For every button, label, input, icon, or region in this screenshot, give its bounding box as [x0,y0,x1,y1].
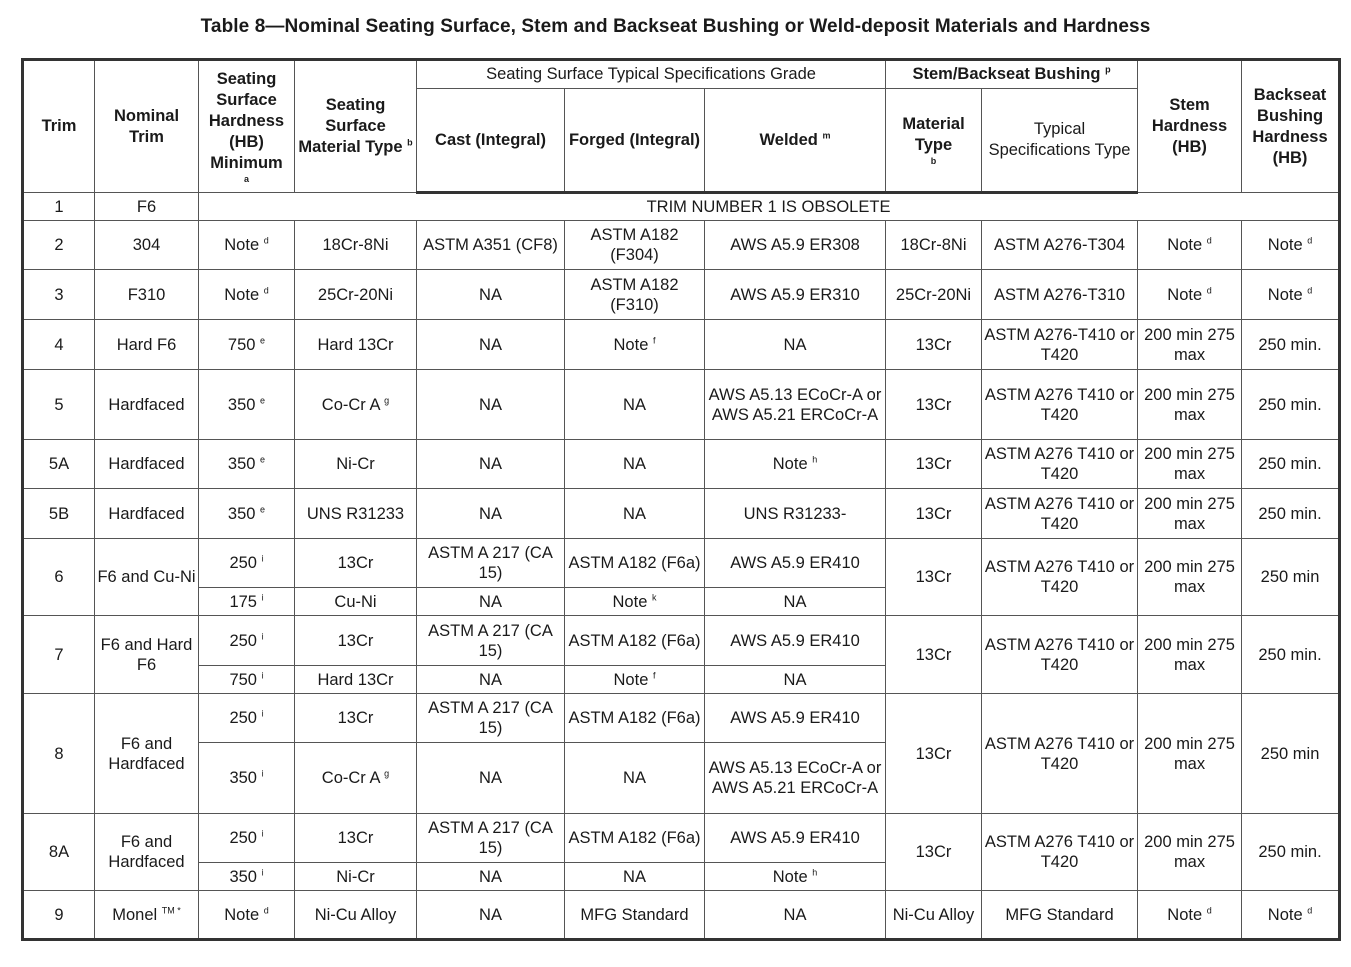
header-row-1 [23,60,1340,89]
nominal-trim-cell: F6 and Hardfaced [95,814,199,891]
stem-spec-cell: ASTM A276 T410 or T420 [982,814,1138,891]
seat-hardness-cell: 350 $^e$ [199,489,295,539]
trim-cell: 5B [23,489,95,539]
stem-material-cell: 13Cr [886,814,982,891]
seat-hardness-cell: 250 $^i$ [199,539,295,588]
table-row [23,694,1340,743]
cast-cell: NA [417,666,565,694]
stem-spec-cell: ASTM A276 T410 or T420 [982,440,1138,489]
trim-cell: 9 [23,891,95,940]
stem-spec-cell: ASTM A276-T304 [982,221,1138,270]
seat-material-cell: 13Cr [295,694,417,743]
header-material-type: Material Type b [886,89,982,193]
trim-cell: 4 [23,320,95,370]
stem-material-cell: 13Cr [886,440,982,489]
nominal-trim-cell: F6 and Hard F6 [95,616,199,694]
stem-spec-cell: ASTM A276 T410 or T420 [982,694,1138,814]
nominal-trim-cell: Hardfaced [95,489,199,539]
cast-cell: NA [417,370,565,440]
stem-material-cell: 13Cr [886,616,982,694]
table-row [23,539,1340,588]
nominal-trim-cell: F6 and Hardfaced [95,694,199,814]
backseat-hardness-cell: 250 min [1242,539,1340,616]
seat-material-cell: Hard 13Cr [295,666,417,694]
stem-hardness-cell: 200 min 275 max [1138,440,1242,489]
stem-material-cell: 13Cr [886,370,982,440]
seat-material-cell: Ni-Cr [295,440,417,489]
header-typical-spec: Typical Specifications Type [982,89,1138,193]
forged-cell: Note $^f$ [565,666,705,694]
welded-cell: NA [705,891,886,940]
backseat-hardness-cell: Note $^d$ [1242,270,1340,320]
cast-cell: ASTM A 217 (CA 15) [417,539,565,588]
cast-cell: NA [417,270,565,320]
forged-cell: ASTM A182 (F304) [565,221,705,270]
cast-cell: NA [417,440,565,489]
stem-material-cell: 13Cr [886,539,982,616]
seat-hardness-cell: 250 $^i$ [199,616,295,666]
seat-material-cell: Hard 13Cr [295,320,417,370]
nominal-trim-cell: Monel $^{TM *}$ [95,891,199,940]
welded-cell: UNS R31233- [705,489,886,539]
stem-hardness-cell: 200 min 275 max [1138,320,1242,370]
stem-hardness-cell: 200 min 275 max [1138,616,1242,694]
header-cast: Cast (Integral) [417,89,565,193]
header-trim: Trim [23,60,95,193]
header-stem-group: Stem/Backseat Bushing $^p$ [886,60,1138,89]
welded-cell: NA [705,320,886,370]
welded-cell: AWS A5.13 ECoCr-A or AWS A5.21 ERCoCr-A [705,743,886,814]
nominal-trim-cell: Hard F6 [95,320,199,370]
trim-cell: 8 [23,694,95,814]
stem-spec-cell: ASTM A276 T410 or T420 [982,539,1138,616]
table-row [23,440,1340,489]
seat-hardness-cell: 250 $^i$ [199,694,295,743]
seat-hardness-cell: Note $^d$ [199,270,295,320]
table-row [23,489,1340,539]
table-title: Table 8—Nominal Seating Surface, Stem and Backseat Bushing or Weld-deposit Materials and Hardness [200,16,1151,37]
welded-cell: NA [705,666,886,694]
nominal-trim-cell: F6 [95,193,199,221]
forged-cell: Note $^f$ [565,320,705,370]
backseat-hardness-cell: 250 min. [1242,440,1340,489]
backseat-hardness-cell: Note $^d$ [1242,891,1340,940]
backseat-hardness-cell: 250 min. [1242,489,1340,539]
table-row [23,616,1340,666]
cast-cell: ASTM A 217 (CA 15) [417,814,565,863]
nominal-trim-cell: F310 [95,270,199,320]
seat-material-cell: 25Cr-20Ni [295,270,417,320]
welded-cell: AWS A5.9 ER410 [705,539,886,588]
forged-cell: ASTM A182 (F6a) [565,694,705,743]
welded-cell: AWS A5.9 ER410 [705,616,886,666]
header-seat-hardness: Seating Surface Hardness (HB) Minimum a [199,60,295,193]
seat-material-cell: Ni-Cu Alloy [295,891,417,940]
cast-cell: NA [417,588,565,616]
backseat-hardness-cell: 250 min. [1242,616,1340,694]
welded-cell: Note $^h$ [705,440,886,489]
table-row [23,193,1340,221]
seat-material-cell: 13Cr [295,814,417,863]
forged-cell: MFG Standard [565,891,705,940]
stem-spec-cell: MFG Standard [982,891,1138,940]
seat-material-cell: 18Cr-8Ni [295,221,417,270]
nominal-trim-cell: 304 [95,221,199,270]
welded-cell: AWS A5.9 ER410 [705,694,886,743]
stem-hardness-cell: Note $^d$ [1138,270,1242,320]
welded-cell: AWS A5.9 ER310 [705,270,886,320]
trim-cell: 6 [23,539,95,616]
seat-hardness-cell: 350 $^e$ [199,370,295,440]
cast-cell: NA [417,489,565,539]
seat-material-cell: Co-Cr A $^g$ [295,370,417,440]
forged-cell: NA [565,743,705,814]
stem-material-cell: Ni-Cu Alloy [886,891,982,940]
stem-material-cell: 18Cr-8Ni [886,221,982,270]
cast-cell: NA [417,320,565,370]
obsolete-note: TRIM NUMBER 1 IS OBSOLETE [199,193,1340,221]
seat-hardness-cell: 350 $^i$ [199,863,295,891]
seat-material-cell: UNS R31233 [295,489,417,539]
welded-cell: NA [705,588,886,616]
trim-cell: 1 [23,193,95,221]
seat-material-cell: Ni-Cr [295,863,417,891]
seat-material-cell: 13Cr [295,616,417,666]
cast-cell: NA [417,863,565,891]
welded-cell: Note $^h$ [705,863,886,891]
stem-spec-cell: ASTM A276 T410 or T420 [982,370,1138,440]
stem-material-cell: 13Cr [886,694,982,814]
table-row [23,814,1340,863]
backseat-hardness-cell: 250 min [1242,694,1340,814]
table-row [23,270,1340,320]
stem-material-cell: 25Cr-20Ni [886,270,982,320]
welded-cell: AWS A5.13 ECoCr-A or AWS A5.21 ERCoCr-A [705,370,886,440]
cast-cell: NA [417,743,565,814]
seat-material-cell: 13Cr [295,539,417,588]
header-seat-spec-group: Seating Surface Typical Specifications Grade [417,60,886,89]
stem-spec-cell: ASTM A276-T310 [982,270,1138,320]
seat-hardness-cell: Note $^d$ [199,891,295,940]
welded-cell: AWS A5.9 ER308 [705,221,886,270]
cast-cell: ASTM A 217 (CA 15) [417,694,565,743]
nominal-trim-cell: Hardfaced [95,370,199,440]
header-welded: Welded $^m$ [705,89,886,193]
materials-table [21,58,1341,941]
forged-cell: ASTM A182 (F310) [565,270,705,320]
cast-cell: NA [417,891,565,940]
stem-hardness-cell: 200 min 275 max [1138,694,1242,814]
seat-hardness-cell: 750 $^e$ [199,320,295,370]
forged-cell: NA [565,440,705,489]
stem-hardness-cell: Note $^d$ [1138,891,1242,940]
backseat-hardness-cell: 250 min. [1242,320,1340,370]
seat-hardness-cell: 175 $^i$ [199,588,295,616]
forged-cell: ASTM A182 (F6a) [565,814,705,863]
stem-hardness-cell: 200 min 275 max [1138,370,1242,440]
seat-hardness-cell: 750 $^i$ [199,666,295,694]
stem-hardness-cell: 200 min 275 max [1138,539,1242,616]
table-row [23,320,1340,370]
nominal-trim-cell: F6 and Cu-Ni [95,539,199,616]
forged-cell: NA [565,863,705,891]
header-nominal-trim: Nominal Trim [95,60,199,193]
seat-hardness-cell: Note $^d$ [199,221,295,270]
trim-cell: 5A [23,440,95,489]
trim-cell: 7 [23,616,95,694]
table-row [23,221,1340,270]
cast-cell: ASTM A351 (CF8) [417,221,565,270]
header-seat-material: Seating Surface Material Type $^b$ [295,60,417,193]
stem-spec-cell: ASTM A276-T410 or T420 [982,320,1138,370]
header-forged: Forged (Integral) [565,89,705,193]
backseat-hardness-cell: Note $^d$ [1242,221,1340,270]
nominal-trim-cell: Hardfaced [95,440,199,489]
forged-cell: NA [565,489,705,539]
seat-material-cell: Cu-Ni [295,588,417,616]
seat-hardness-cell: 350 $^e$ [199,440,295,489]
stem-spec-cell: ASTM A276 T410 or T420 [982,489,1138,539]
welded-cell: AWS A5.9 ER410 [705,814,886,863]
forged-cell: ASTM A182 (F6a) [565,539,705,588]
stem-material-cell: 13Cr [886,489,982,539]
trim-cell: 2 [23,221,95,270]
stem-material-cell: 13Cr [886,320,982,370]
trim-cell: 8A [23,814,95,891]
forged-cell: NA [565,370,705,440]
header-backseat-hardness: Backseat Bushing Hardness (HB) [1242,60,1340,193]
seat-material-cell: Co-Cr A $^g$ [295,743,417,814]
header-stem-hardness: Stem Hardness (HB) [1138,60,1242,193]
backseat-hardness-cell: 250 min. [1242,814,1340,891]
seat-hardness-cell: 250 $^i$ [199,814,295,863]
trim-cell: 5 [23,370,95,440]
forged-cell: ASTM A182 (F6a) [565,616,705,666]
table-row [23,891,1340,940]
trim-cell: 3 [23,270,95,320]
stem-hardness-cell: 200 min 275 max [1138,814,1242,891]
forged-cell: Note $^k$ [565,588,705,616]
seat-hardness-cell: 350 $^i$ [199,743,295,814]
stem-hardness-cell: Note $^d$ [1138,221,1242,270]
stem-hardness-cell: 200 min 275 max [1138,489,1242,539]
backseat-hardness-cell: 250 min. [1242,370,1340,440]
stem-spec-cell: ASTM A276 T410 or T420 [982,616,1138,694]
table-row [23,370,1340,440]
cast-cell: ASTM A 217 (CA 15) [417,616,565,666]
